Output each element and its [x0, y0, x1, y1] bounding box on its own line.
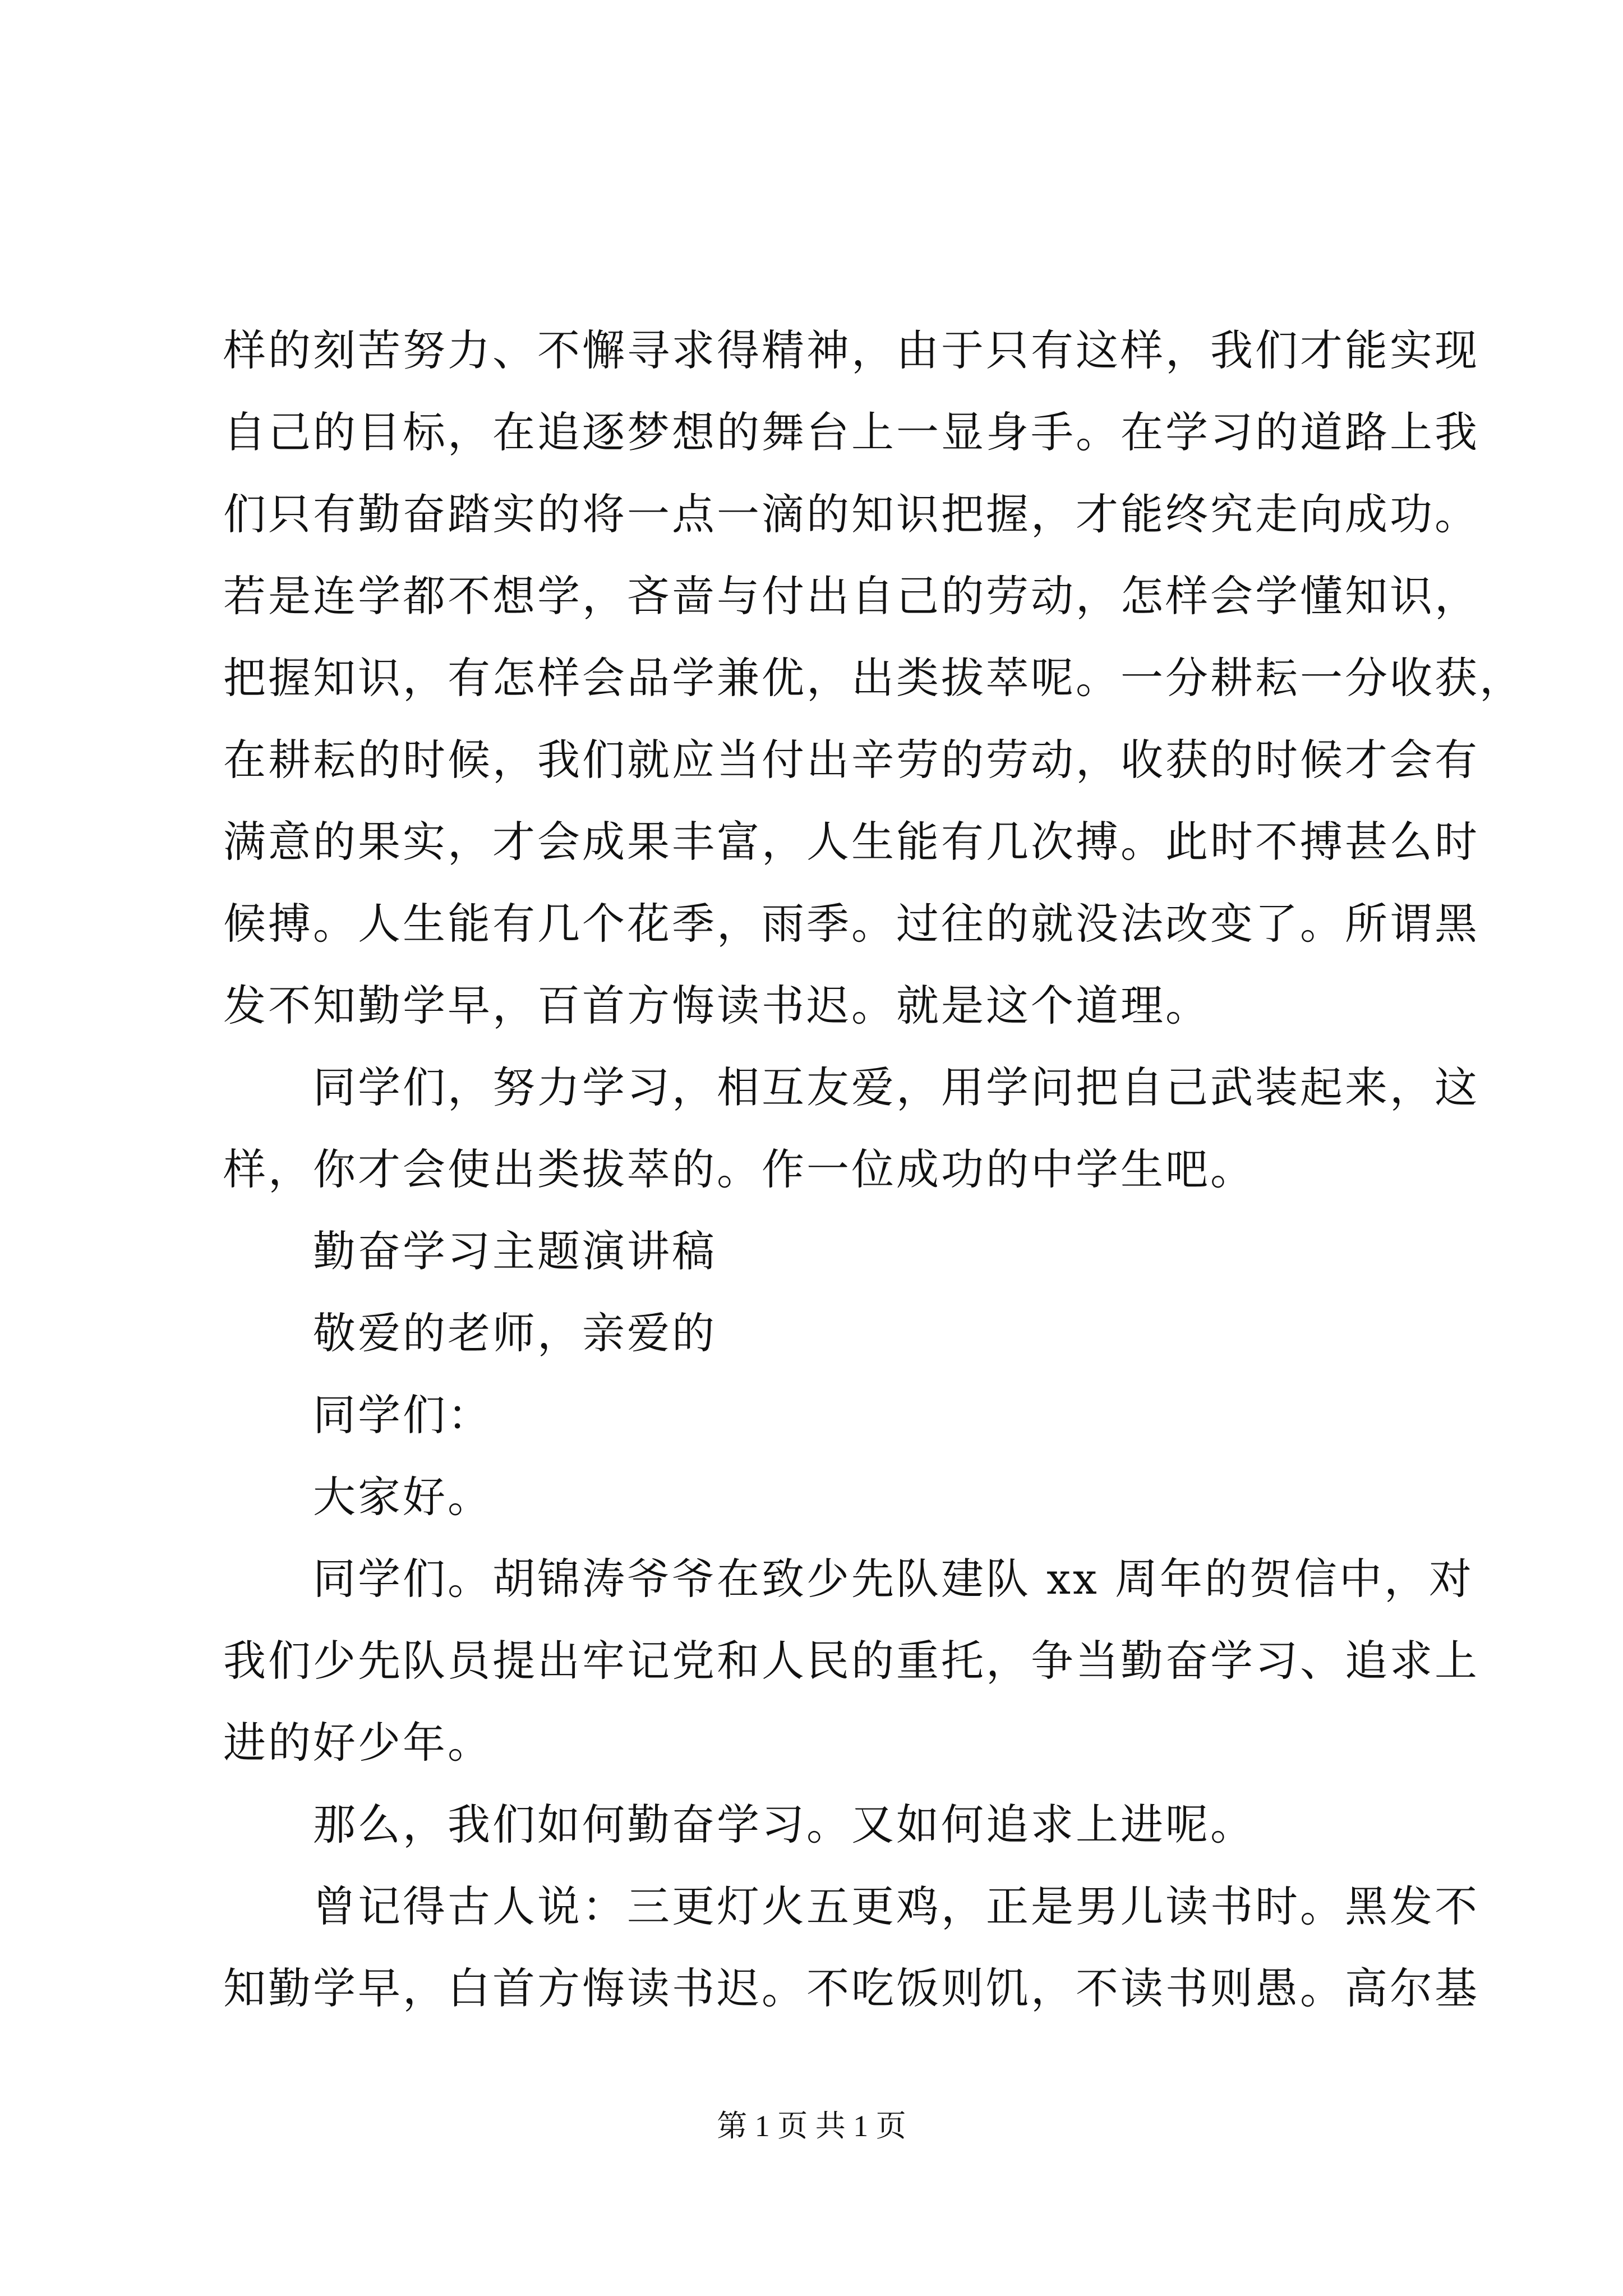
text-line: 样，你才会使出类拔萃的。作一位成功的中学生吧。 — [223, 1144, 1255, 1194]
text-line: 我们少先队员提出牢记党和人民的重托，争当勤奋学习、追求上 — [223, 1636, 1479, 1686]
text-line: 把握知识，有怎样会品学兼优，出类拔萃呢。一分耕耘一分收获， — [223, 653, 1524, 703]
text-line: 样的刻苦努力、不懈寻求得精神，由于只有这样，我们才能实现 — [223, 325, 1479, 375]
salutation-line: 敬爱的老师，亲爱的 — [223, 1308, 717, 1358]
text-line: 们只有勤奋踏实的将一点一滴的知识把握，才能终究走向成功。 — [223, 489, 1479, 539]
text-line: 若是连学都不想学，吝啬与付出自己的劳动，怎样会学懂知识， — [223, 571, 1479, 621]
page-number-footer: 第 1 页 共 1 页 — [717, 2109, 906, 2143]
text-line: 发不知勤学早，百首方悔读书迟。就是这个道理。 — [223, 981, 1210, 1030]
greeting-line: 大家好。 — [223, 1472, 492, 1522]
paragraph-start-line: 那么，我们如何勤奋学习。又如何追求上进呢。 — [223, 1800, 1255, 1849]
text-line: 在耕耘的时候，我们就应当付出辛劳的劳动，收获的时候才会有 — [223, 735, 1479, 785]
paragraph-start-line: 同学们。胡锦涛爷爷在致少先队建队 xx 周年的贺信中，对 — [223, 1554, 1474, 1604]
section-title: 勤奋学习主题演讲稿 — [223, 1226, 717, 1276]
text-line: 自己的目标，在追逐梦想的舞台上一显身手。在学习的道路上我 — [223, 407, 1479, 457]
salutation-line: 同学们： — [223, 1390, 492, 1440]
text-line: 候搏。人生能有几个花季，雨季。过往的就没法改变了。所谓黑 — [223, 899, 1479, 949]
text-line: 进的好少年。 — [223, 1718, 492, 1768]
paragraph-start-line: 曾记得古人说：三更灯火五更鸡，正是男儿读书时。黑发不 — [223, 1881, 1479, 1931]
text-line: 知勤学早，白首方悔读书迟。不吃饭则饥，不读书则愚。高尔基 — [223, 1963, 1479, 2013]
paragraph-start-line: 同学们，努力学习，相互友爱，用学问把自己武装起来，这 — [223, 1062, 1479, 1112]
text-line: 满意的果实，才会成果丰富，人生能有几次搏。此时不搏甚么时 — [223, 817, 1479, 867]
